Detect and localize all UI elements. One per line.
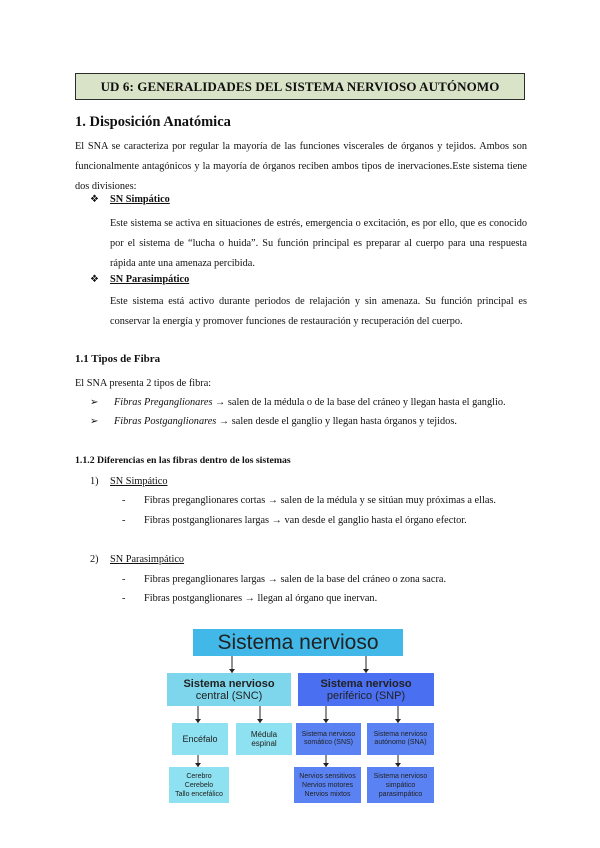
fiber-item: [90, 397, 506, 408]
tipos-intro: El SNA presenta 2 tipos de fibra:: [75, 378, 212, 389]
diamond-bullet-icon: ❖: [90, 274, 99, 285]
dash-bullet: -: [122, 495, 126, 506]
list-item: [122, 593, 377, 604]
list-item-text: Fibras preganglionares cortas → salen de la médula y se sitúan muy próximas a ellas.: [144, 495, 496, 506]
diagram-node-encefalo: Encéfalo: [172, 723, 228, 755]
diamond-bullet-icon: ❖: [90, 194, 99, 205]
list-item: [122, 574, 446, 585]
list-item: [122, 495, 496, 506]
section-heading-disposicion: 1. Disposición Anatómica: [75, 114, 231, 130]
list-item-text: Fibras postganglionares → llegan al órgano que inervan.: [144, 593, 378, 604]
group-number: 1): [90, 476, 99, 487]
group-parasimpatico: [90, 554, 184, 565]
diagram-node-sns: Sistema nervioso somático (SNS): [296, 723, 361, 755]
bullet-parasimpatico: [90, 274, 189, 285]
fiber-item: [90, 416, 457, 427]
simpatico-label: SN Simpático: [110, 194, 170, 205]
document-title: UD 6: GENERALIDADES DEL SISTEMA NERVIOSO AUTÓNOMO: [75, 73, 525, 100]
group-label: SN Simpático: [110, 476, 168, 487]
diagram-node-nervios: Nervios sensitivos Nervios motores Nervios mixtos: [294, 767, 361, 803]
bullet-simpatico: [90, 194, 170, 205]
diagram-node-snc: Sistema nervioso central (SNC): [167, 673, 291, 706]
list-item-text: Fibras postganglionares largas → van desde el ganglio hasta el órgano efector.: [144, 515, 467, 526]
diagram-node-sistema-nervioso: Sistema nervioso: [193, 629, 403, 656]
parasimpatico-paragraph: Este sistema está activo durante periodos de relajación y sin amenaza. Su función principal es conservar la energía y promover funciones de restauración y recuperación del cuerpo.: [110, 296, 527, 327]
fiber-desc: → salen de la médula o de la base del cráneo y llegan hasta el ganglio.: [212, 397, 506, 408]
group-label: SN Parasimpático: [110, 554, 185, 565]
diagram-node-medula: Médula espinal: [236, 723, 292, 755]
fiber-desc: → salen desde el ganglio y llegan hasta órganos y tejidos.: [216, 416, 457, 427]
arrow-bullet-icon: ➢: [90, 416, 99, 427]
section-heading-diferencias: 1.1.2 Diferencias en las fibras dentro de los sistemas: [75, 455, 291, 466]
fiber-term: Fibras Preganglionares: [114, 397, 213, 408]
group-simpatico: [90, 476, 168, 487]
parasimpatico-label: SN Parasimpático: [110, 274, 190, 285]
arrow-bullet-icon: ➢: [90, 397, 99, 408]
dash-bullet: -: [122, 574, 126, 585]
list-item-text: Fibras preganglionares largas → salen de la base del cráneo o zona sacra.: [144, 574, 447, 585]
diagram-node-sna: Sistema nervioso autónomo (SNA): [367, 723, 434, 755]
list-item: [122, 515, 467, 526]
diagram-node-cerebro: Cerebro Cerebelo Tallo encefálico: [169, 767, 229, 803]
diagram-node-snp: Sistema nervioso periférico (SNP): [298, 673, 434, 706]
fiber-term: Fibras Postganglionares: [114, 416, 217, 427]
group-number: 2): [90, 554, 99, 565]
dash-bullet: -: [122, 593, 126, 604]
intro-paragraph: El SNA se caracteriza por regular la mayoría de las funciones viscerales de órganos y tejidos. Ambos son funcionalmente antagónicos y la mayoría de órganos reciben ambos tipos de inervaciones.Este sistema tiene dos divisiones:: [75, 141, 527, 192]
simpatico-paragraph: Este sistema se activa en situaciones de estrés, emergencia o excitación, es por ello, que es conocido por el sistema de “lucha o huida”. Su función principal es preparar al cuerpo para una respuesta rápida ante una amenaza percibida.: [110, 218, 527, 269]
section-heading-tipos-fibra: 1.1 Tipos de Fibra: [75, 353, 161, 365]
diagram-node-simpatico: Sistema nervioso simpático parasimpático: [367, 767, 434, 803]
dash-bullet: -: [122, 515, 126, 526]
